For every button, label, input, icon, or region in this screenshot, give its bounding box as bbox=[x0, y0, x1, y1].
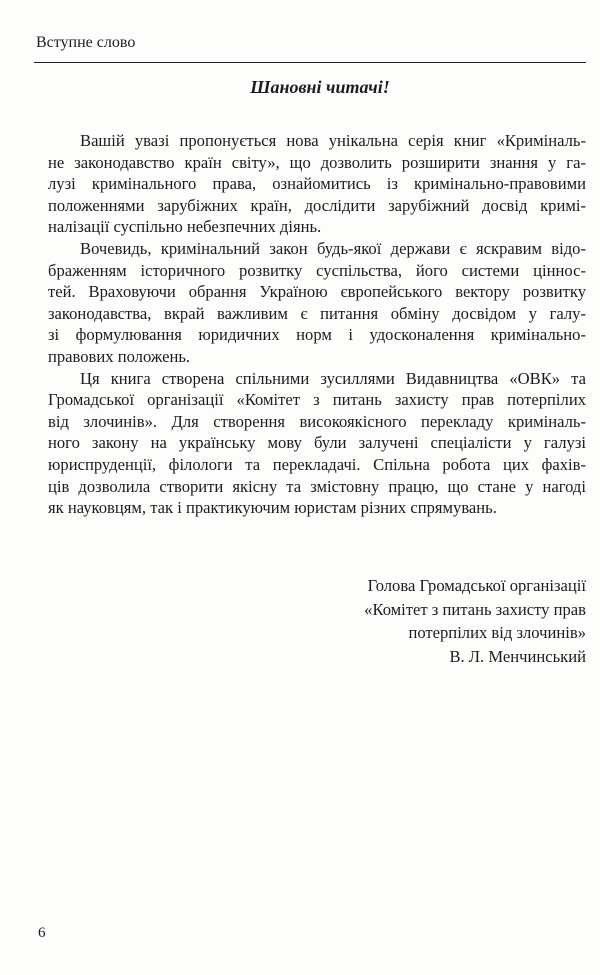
signature-author: В. Л. Менчинський bbox=[449, 646, 586, 666]
text-line: налізації суспільно небезпечних діянь. bbox=[48, 217, 322, 237]
text-line: від злочинів». Для створення високоякісного перекладу криміналь- bbox=[48, 411, 586, 431]
text-line: юриспруденції, філологи та перекладачі. Спільна робота цих фахів- bbox=[48, 454, 586, 474]
text-line: браженням історичного розвитку суспільства, його системи ціннос- bbox=[48, 260, 586, 280]
header-rule bbox=[34, 62, 586, 63]
signature-line: потерпілих від злочинів» bbox=[408, 623, 586, 642]
text-line: Громадської організації «Комітет з питань захисту прав потерпілих bbox=[48, 390, 586, 410]
paragraph bbox=[48, 238, 586, 368]
text-line: Вашій увазі пропонується нова унікальна серія книг «Криміналь- bbox=[80, 131, 586, 150]
text-line: Вочевидь, кримінальний закон будь-якої держави є яскравим відо- bbox=[80, 238, 586, 258]
text-line: законодавства, вкрай важливим є питання обміну досвідом у галу- bbox=[48, 303, 586, 323]
page-number: 6 bbox=[38, 925, 46, 941]
signature-line: Голова Громадської організації bbox=[367, 576, 586, 595]
body-text bbox=[48, 130, 586, 519]
text-line: тей. Враховуючи обрання Україною європейського вектору розвитку bbox=[48, 282, 586, 302]
signature-line: «Комітет з питань захисту прав bbox=[364, 599, 586, 619]
text-line: ців дозволила створити якісну та змістовну працю, що стане у нагоді bbox=[48, 476, 586, 496]
signature-block bbox=[364, 574, 586, 668]
text-line: як науковцям, так і практикуючим юристам різних спрямувань. bbox=[48, 498, 497, 518]
text-line: зі формулювання юридичних норм і удосконалення кримінально- bbox=[48, 325, 586, 345]
text-line: Ця книга створена спільними зусиллями Видавництва «ОВК» та bbox=[80, 368, 586, 388]
text-line: положеннями зарубіжних країн, дослідити зарубіжний досвід кримі- bbox=[48, 195, 586, 215]
text-line: ного закону на українську мову були залучені спеціалісти у галузі bbox=[48, 433, 586, 453]
running-header: Вступне слово bbox=[36, 34, 136, 51]
paragraph bbox=[48, 368, 586, 519]
paragraph bbox=[48, 130, 586, 238]
text-line: не законодавство країн світу», що дозволить розширити знання у га- bbox=[48, 152, 586, 172]
page-title: Шановні читачі! bbox=[250, 77, 390, 97]
text-line: лузі кримінального права, ознайомитись із кримінально-правовими bbox=[48, 174, 586, 194]
text-line: правових положень. bbox=[48, 346, 191, 366]
